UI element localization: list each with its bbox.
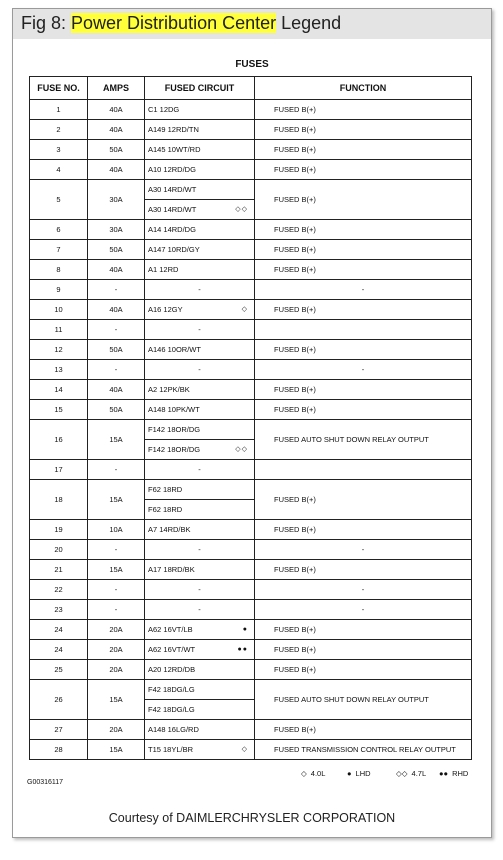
table-row <box>30 580 472 600</box>
fused-circuit <box>145 640 255 660</box>
fused-circuit <box>145 380 255 400</box>
circuit-code: - <box>198 545 201 554</box>
fused-circuit <box>145 100 255 120</box>
fused-circuit <box>145 720 255 740</box>
fuse-number: 19 <box>30 520 88 540</box>
circuit-code: A147 10RD/GY <box>148 245 200 254</box>
legend-item <box>347 769 371 778</box>
table-row <box>30 180 472 200</box>
fuse-number: 26 <box>30 680 88 720</box>
circuit-code: F62 18RD <box>148 505 183 514</box>
fuse-amps: 50A <box>88 240 145 260</box>
circuit-code: A20 12RD/DB <box>148 665 196 674</box>
fuse-function <box>255 320 472 340</box>
table-row <box>30 100 472 120</box>
fuse-amps: 15A <box>88 480 145 520</box>
circuit-code: - <box>198 365 201 374</box>
fuse-number: 18 <box>30 480 88 520</box>
legend-label: LHD <box>355 769 371 778</box>
fuse-table-body <box>30 100 472 760</box>
fuse-function: FUSED B(+) <box>255 180 472 220</box>
legend-item <box>301 769 325 778</box>
fuse-function: FUSED B(+) <box>255 220 472 240</box>
fused-circuit <box>145 740 255 760</box>
fused-circuit <box>145 680 255 700</box>
fuse-number: 12 <box>30 340 88 360</box>
fuse-number: 3 <box>30 140 88 160</box>
fused-circuit <box>145 600 255 620</box>
fused-circuit <box>145 240 255 260</box>
fused-circuit <box>145 700 255 720</box>
fuse-table <box>29 76 472 760</box>
fuse-amps: 50A <box>88 140 145 160</box>
legend-symbol-icon: ●● <box>439 769 449 778</box>
fuse-number: 10 <box>30 300 88 320</box>
table-row <box>30 140 472 160</box>
fuse-amps: 40A <box>88 380 145 400</box>
fuse-function: FUSED B(+) <box>255 300 472 320</box>
legend-label: 4.7L <box>411 769 427 778</box>
variant-marker-icon: ◇◇ <box>235 206 248 213</box>
circuit-code: C1 12DG <box>148 105 180 114</box>
legend-symbol-icon: ◇◇ <box>396 769 408 778</box>
fuse-function: FUSED B(+) <box>255 400 472 420</box>
circuit-code: A62 16VT/LB <box>148 625 193 634</box>
title-highlight: Power Distribution Center <box>71 13 277 33</box>
fuse-number: 16 <box>30 420 88 460</box>
fuse-function: FUSED B(+) <box>255 340 472 360</box>
fuse-number: 22 <box>30 580 88 600</box>
fuse-amps: 20A <box>88 720 145 740</box>
fuse-number: 27 <box>30 720 88 740</box>
table-row <box>30 420 472 440</box>
fused-circuit <box>145 320 255 340</box>
fuse-amps: - <box>88 460 145 480</box>
fuse-amps: 10A <box>88 520 145 540</box>
table-row <box>30 280 472 300</box>
circuit-code: F42 18DG/LG <box>148 705 195 714</box>
title-suffix: Legend <box>276 13 342 33</box>
table-row <box>30 160 472 180</box>
circuit-code: A30 14RD/WT <box>148 205 197 214</box>
figure-code: G00316117 <box>27 779 64 786</box>
fused-circuit <box>145 400 255 420</box>
fuse-number: 7 <box>30 240 88 260</box>
fuse-amps: 40A <box>88 160 145 180</box>
fuse-number: 13 <box>30 360 88 380</box>
legend-item <box>439 769 468 778</box>
fuse-function: FUSED B(+) <box>255 520 472 540</box>
fused-circuit <box>145 180 255 200</box>
circuit-code: A10 12RD/DG <box>148 165 196 174</box>
fuse-function: FUSED B(+) <box>255 140 472 160</box>
variant-marker-icon: ◇◇ <box>235 446 248 453</box>
table-row <box>30 380 472 400</box>
legend-symbol-icon: ◇ <box>301 769 307 778</box>
header-function: FUNCTION <box>255 77 472 100</box>
circuit-code: A16 12GY <box>148 305 183 314</box>
fuse-amps: 15A <box>88 680 145 720</box>
fuse-function: FUSED B(+) <box>255 560 472 580</box>
fused-circuit <box>145 420 255 440</box>
credit-line: Courtesy of DAIMLERCHRYSLER CORPORATION <box>108 811 396 825</box>
fused-circuit <box>145 460 255 480</box>
fuse-number: 5 <box>30 180 88 220</box>
title-bar <box>13 9 491 39</box>
table-row <box>30 680 472 700</box>
fuse-function: FUSED B(+) <box>255 120 472 140</box>
fuse-function: FUSED B(+) <box>255 640 472 660</box>
header-fused-circuit: FUSED CIRCUIT <box>145 77 255 100</box>
figure-frame <box>12 8 492 838</box>
fused-circuit <box>145 300 255 320</box>
legend-symbol-icon: ● <box>347 769 352 778</box>
fused-circuit <box>145 520 255 540</box>
fused-circuit <box>145 260 255 280</box>
fuse-function: - <box>255 360 472 380</box>
table-row <box>30 300 472 320</box>
fuse-amps: 40A <box>88 100 145 120</box>
fuse-amps: 15A <box>88 560 145 580</box>
circuit-code: A17 18RD/BK <box>148 565 195 574</box>
fuse-function: FUSED B(+) <box>255 480 472 520</box>
fused-circuit <box>145 540 255 560</box>
table-row <box>30 560 472 580</box>
circuit-code: F142 18OR/DG <box>148 425 201 434</box>
fuse-number: 24 <box>30 620 88 640</box>
table-row <box>30 640 472 660</box>
circuit-code: - <box>198 465 201 474</box>
fuse-number: 20 <box>30 540 88 560</box>
fuse-function: - <box>255 540 472 560</box>
variant-marker-icon: ● <box>242 626 248 633</box>
table-row <box>30 620 472 640</box>
table-row <box>30 400 472 420</box>
fuse-function: FUSED B(+) <box>255 100 472 120</box>
header-row <box>30 77 472 100</box>
fused-circuit <box>145 500 255 520</box>
circuit-code: T15 18YL/BR <box>148 745 194 754</box>
fuse-number: 1 <box>30 100 88 120</box>
circuit-code: F42 18DG/LG <box>148 685 195 694</box>
fuse-amps: 15A <box>88 740 145 760</box>
section-title: FUSES <box>235 59 269 70</box>
fuse-function: FUSED B(+) <box>255 240 472 260</box>
fused-circuit <box>145 160 255 180</box>
fuse-function: FUSED B(+) <box>255 380 472 400</box>
fuse-amps: 20A <box>88 640 145 660</box>
table-row <box>30 120 472 140</box>
legend-item <box>396 769 426 778</box>
fused-circuit <box>145 280 255 300</box>
fuse-number: 9 <box>30 280 88 300</box>
fused-circuit <box>145 340 255 360</box>
fuse-function: FUSED B(+) <box>255 160 472 180</box>
fuse-function: - <box>255 280 472 300</box>
table-row <box>30 740 472 760</box>
table-row <box>30 240 472 260</box>
fused-circuit <box>145 440 255 460</box>
table-row <box>30 360 472 380</box>
fuse-amps: 15A <box>88 420 145 460</box>
circuit-code: A1 12RD <box>148 265 179 274</box>
fuse-function: FUSED AUTO SHUT DOWN RELAY OUTPUT <box>255 420 472 460</box>
fuse-amps: 20A <box>88 660 145 680</box>
circuit-code: - <box>198 285 201 294</box>
fuse-function: - <box>255 600 472 620</box>
fuse-amps: - <box>88 600 145 620</box>
fuse-amps: 20A <box>88 620 145 640</box>
fuse-function: FUSED B(+) <box>255 720 472 740</box>
fuse-number: 24 <box>30 640 88 660</box>
fuse-amps: 40A <box>88 260 145 280</box>
fuse-number: 25 <box>30 660 88 680</box>
fused-circuit <box>145 140 255 160</box>
fused-circuit <box>145 560 255 580</box>
variant-marker-icon: ●● <box>237 646 248 653</box>
table-row <box>30 540 472 560</box>
fuse-amps: 50A <box>88 340 145 360</box>
fuse-amps: - <box>88 280 145 300</box>
table-row <box>30 520 472 540</box>
fuse-function: - <box>255 580 472 600</box>
fused-circuit <box>145 220 255 240</box>
table-row <box>30 660 472 680</box>
table-row <box>30 220 472 240</box>
fuse-amps: - <box>88 320 145 340</box>
circuit-code: F142 18OR/DG <box>148 445 201 454</box>
fused-circuit <box>145 480 255 500</box>
title-prefix: Fig 8: <box>21 13 72 33</box>
fuse-number: 6 <box>30 220 88 240</box>
circuit-code: - <box>198 585 201 594</box>
fuse-function: FUSED B(+) <box>255 660 472 680</box>
fuse-number: 23 <box>30 600 88 620</box>
circuit-code: F62 18RD <box>148 485 183 494</box>
fused-circuit <box>145 660 255 680</box>
fuse-function: FUSED B(+) <box>255 260 472 280</box>
table-row <box>30 460 472 480</box>
fuse-number: 11 <box>30 320 88 340</box>
circuit-code: - <box>198 325 201 334</box>
fuse-amps: - <box>88 360 145 380</box>
fuse-number: 2 <box>30 120 88 140</box>
fused-circuit <box>145 620 255 640</box>
fuse-number: 8 <box>30 260 88 280</box>
table-row <box>30 600 472 620</box>
fuse-function <box>255 460 472 480</box>
fuse-amps: 40A <box>88 300 145 320</box>
fuse-number: 28 <box>30 740 88 760</box>
circuit-code: A149 12RD/TN <box>148 125 199 134</box>
fused-circuit <box>145 580 255 600</box>
fuse-number: 15 <box>30 400 88 420</box>
legend-label: RHD <box>452 769 469 778</box>
circuit-code: A30 14RD/WT <box>148 185 197 194</box>
fuse-amps: 50A <box>88 400 145 420</box>
fuse-number: 14 <box>30 380 88 400</box>
fuse-amps: 30A <box>88 220 145 240</box>
table-row <box>30 260 472 280</box>
fuse-amps: 30A <box>88 180 145 220</box>
fused-circuit <box>145 120 255 140</box>
fuse-amps: - <box>88 540 145 560</box>
circuit-code: A146 10OR/WT <box>148 345 201 354</box>
circuit-code: A148 16LG/RD <box>148 725 199 734</box>
fused-circuit <box>145 360 255 380</box>
fuse-amps: - <box>88 580 145 600</box>
circuit-code: A148 10PK/WT <box>148 405 200 414</box>
circuit-code: A62 16VT/WT <box>148 645 196 654</box>
table-row <box>30 480 472 500</box>
fuse-number: 21 <box>30 560 88 580</box>
header-fuse-no: FUSE NO. <box>30 77 88 100</box>
fused-circuit <box>145 200 255 220</box>
legend-label: 4.0L <box>310 769 326 778</box>
circuit-code: A2 12PK/BK <box>148 385 190 394</box>
figure-title <box>21 13 341 34</box>
circuit-code: A14 14RD/DG <box>148 225 196 234</box>
fuse-number: 17 <box>30 460 88 480</box>
fuse-number: 4 <box>30 160 88 180</box>
fuse-function: FUSED TRANSMISSION CONTROL RELAY OUTPUT <box>255 740 472 760</box>
table-row <box>30 720 472 740</box>
header-amps: AMPS <box>88 77 145 100</box>
circuit-code: A7 14RD/BK <box>148 525 191 534</box>
fuse-function: FUSED B(+) <box>255 620 472 640</box>
fuse-function: FUSED AUTO SHUT DOWN RELAY OUTPUT <box>255 680 472 720</box>
fuse-amps: 40A <box>88 120 145 140</box>
circuit-code: A145 10WT/RD <box>148 145 201 154</box>
variant-marker-icon: ◇ <box>241 306 248 313</box>
variant-marker-icon: ◇ <box>241 746 248 753</box>
table-row <box>30 340 472 360</box>
circuit-code: - <box>198 605 201 614</box>
table-row <box>30 320 472 340</box>
